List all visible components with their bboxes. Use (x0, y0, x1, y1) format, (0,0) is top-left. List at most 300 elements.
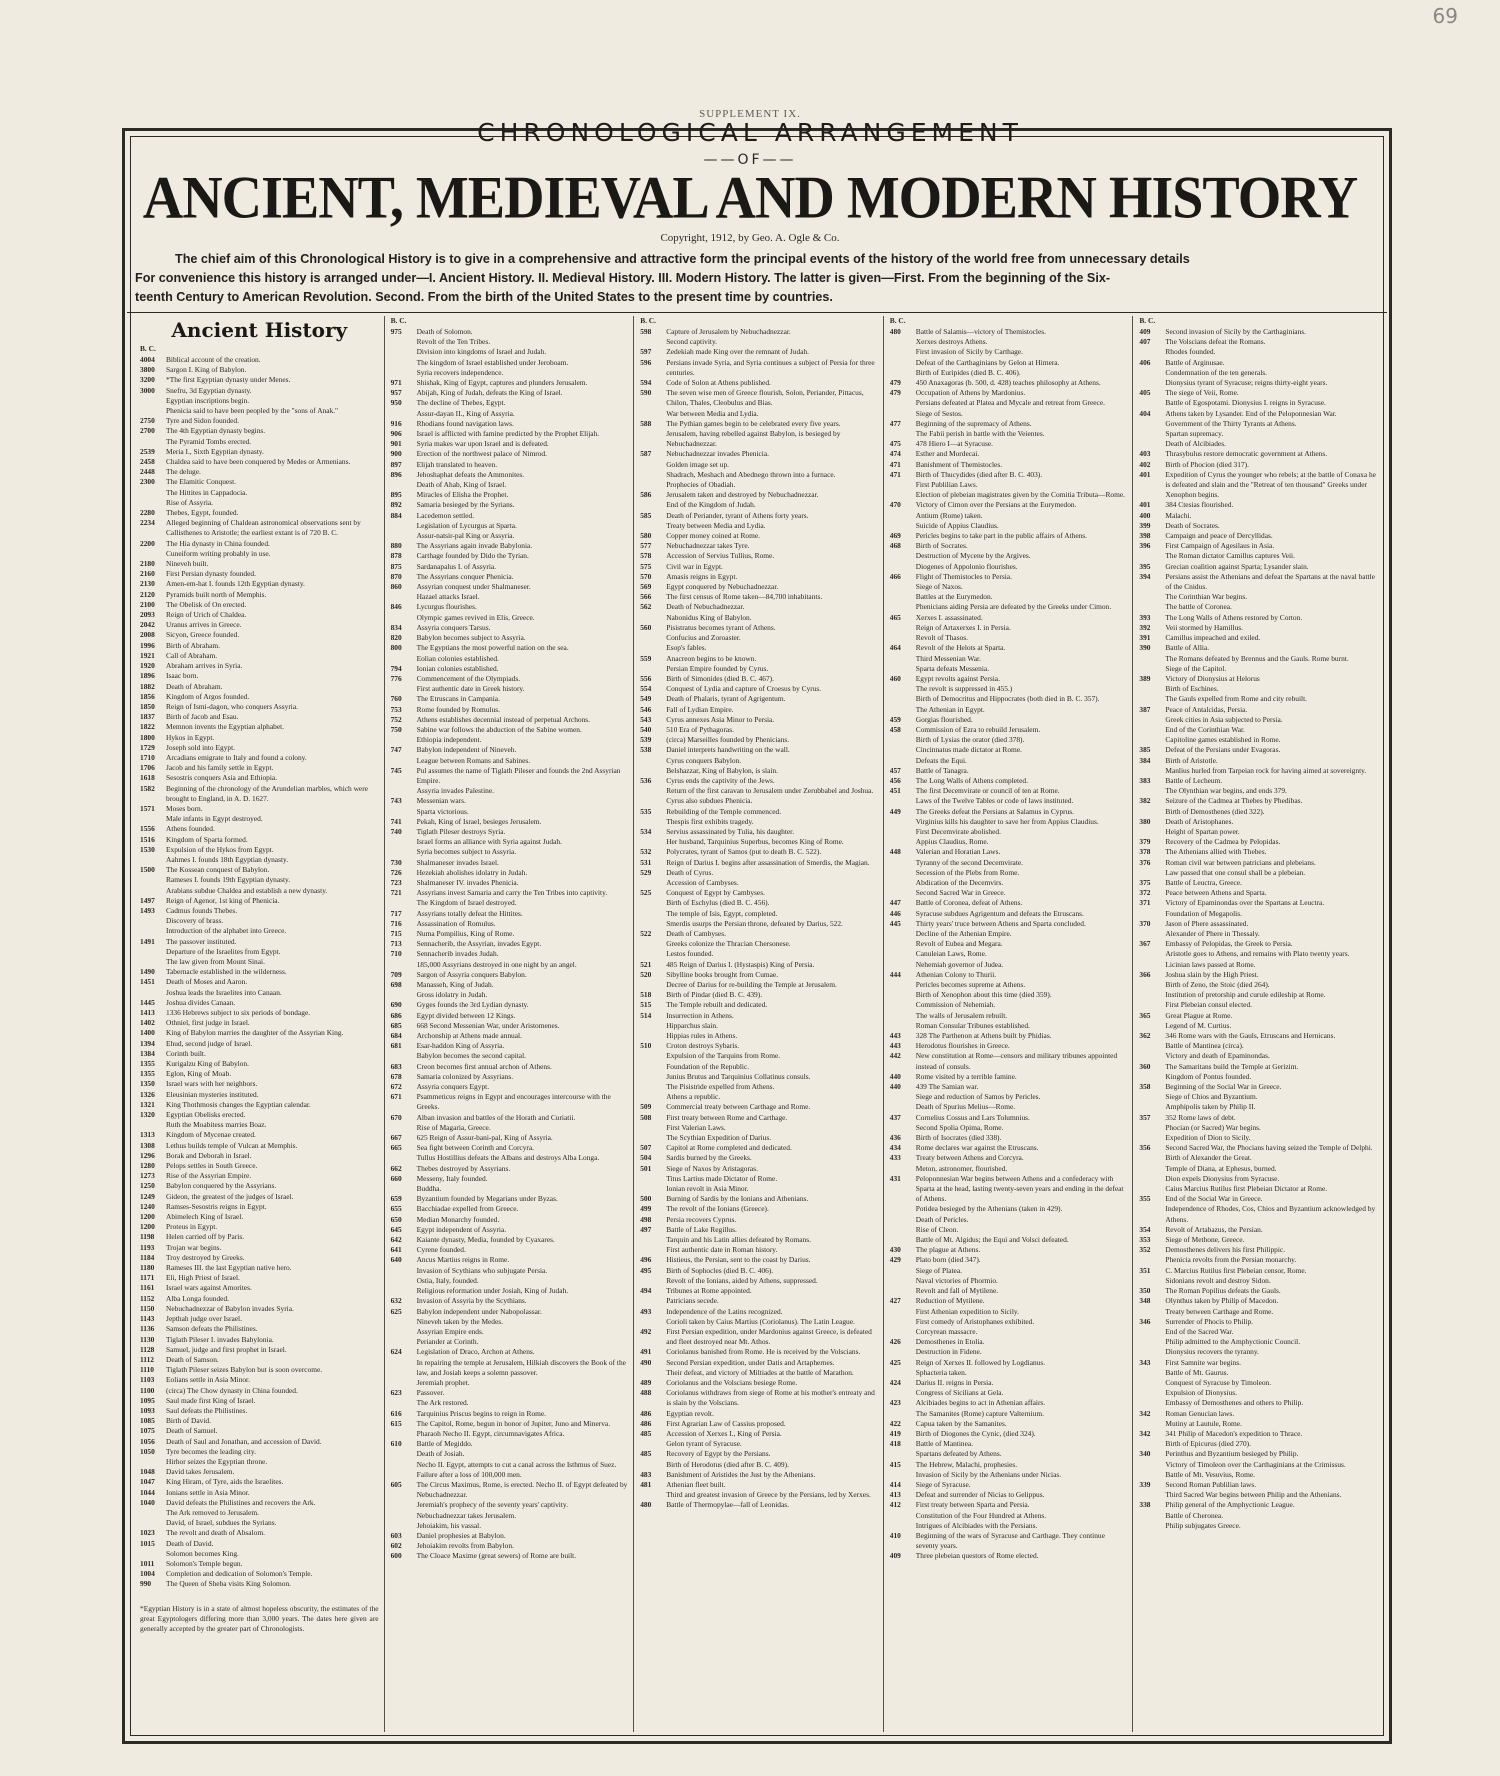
entry-year: 587 (640, 449, 652, 459)
entry-text: Cornelius Cossus and Lars Tolumnius. (915, 1112, 1030, 1122)
entry-year (890, 1276, 916, 1286)
entry-text: Defeats the Equi. (915, 755, 967, 765)
entry-text: Capitol at Rome completed and dedicated. (666, 1143, 792, 1153)
entry-year: 474 (889, 449, 901, 459)
chronology-entry (140, 773, 379, 783)
chronology-entry (391, 1184, 629, 1194)
entry-year (890, 1225, 916, 1235)
entry-year (140, 406, 166, 416)
chronology-entry (1139, 1153, 1377, 1163)
chronology-entry (391, 735, 629, 745)
chronology-entry (640, 347, 878, 357)
entry-text: Corioli taken by Caius Martius (Coriolanus). The Latin League. (666, 1316, 855, 1326)
entry-year: 394 (1139, 571, 1151, 581)
entry-year (1139, 1307, 1165, 1317)
entry-year: 1706 (140, 763, 155, 773)
chronology-entry (640, 1480, 878, 1490)
chronology-entry (391, 378, 629, 388)
entry-text: Siege of Sestos. (915, 408, 963, 418)
entry-text: Tyre and Sidon founded. (166, 416, 239, 426)
entry-year: 456 (889, 775, 901, 785)
entry-year (640, 1460, 666, 1470)
entry-year (640, 1092, 666, 1102)
entry-year (1139, 1398, 1165, 1408)
chronology-entry (890, 1429, 1128, 1439)
entry-year: 400 (1139, 510, 1151, 520)
chronology-entry (890, 398, 1128, 408)
entry-text: Death of Alcibiades. (1165, 439, 1226, 449)
chronology-entry (640, 1449, 878, 1459)
entry-text: Jerusalem, having rebelled against Babylon, is besieged by Nebuchadnezzar. (666, 429, 841, 449)
entry-year: 585 (640, 510, 652, 520)
entry-year: 430 (889, 1245, 901, 1255)
entry-year (1139, 909, 1165, 919)
entry-year: 536 (640, 775, 652, 785)
entry-year (391, 521, 417, 531)
chronology-entry (890, 531, 1128, 541)
entry-year (391, 1378, 417, 1388)
entry-text: Legend of M. Curtius. (1165, 1020, 1232, 1030)
entry-year: 401 (1139, 500, 1151, 510)
entry-text: First Samnite war begins. (1165, 1357, 1241, 1367)
entry-text: Reign of Urich of Chaldea. (166, 610, 247, 620)
entry-year: 365 (1139, 1010, 1151, 1020)
chronology-entry (890, 337, 1128, 347)
entry-text: The Athenian in Egypt. (915, 704, 985, 714)
entry-year (890, 1215, 916, 1225)
column-entries (890, 327, 1128, 1562)
chronology-entry (140, 1294, 379, 1304)
chronology-entry (140, 1488, 379, 1498)
entry-year (890, 1102, 916, 1112)
chronology-entry (391, 1500, 629, 1510)
chronology-entry (140, 661, 379, 671)
chronology-entry (1139, 1296, 1377, 1306)
entry-year: 500 (640, 1194, 652, 1204)
entry-text: Philip general of the Amphyctionic League. (1165, 1500, 1295, 1510)
entry-text: Joshua divides Canaan. (166, 997, 236, 1007)
entry-year (640, 664, 666, 674)
entry-text: Accession of Xerxes I., King of Persia. (666, 1428, 782, 1438)
chronology-entry (1139, 1307, 1377, 1317)
chronology-entry (391, 1551, 629, 1561)
chronology-entry (140, 1304, 379, 1314)
entry-year (890, 337, 916, 347)
entry-year: 2093 (140, 610, 155, 620)
entry-text: Institution of pretorship and curule edileship at Rome. (1165, 990, 1326, 1000)
chronology-entry (140, 579, 379, 589)
entry-year: 443 (889, 1041, 901, 1051)
entry-year (890, 960, 916, 970)
entry-text: Ethiopia independent. (416, 735, 482, 745)
entry-text: Laws of the Twelve Tables or code of laws instituted. (915, 796, 1074, 806)
entry-text: Polycrates, tyrant of Samos (put to death B. C. 522). (666, 847, 822, 857)
chronology-entry (640, 521, 878, 531)
entry-year (640, 500, 666, 510)
chronology-entry (1139, 449, 1377, 459)
chronology-entry (1139, 551, 1377, 561)
chronology-entry (1139, 1082, 1377, 1092)
entry-year: 3200 (140, 375, 155, 385)
entry-text: Ruth the Moabitess marries Boaz. (166, 1120, 267, 1130)
entry-text: Accession of Cambyses. (666, 877, 739, 887)
chronology-entry (391, 388, 629, 398)
entry-text: The Queen of Sheba visits King Solomon. (166, 1579, 292, 1589)
entry-year (890, 1235, 916, 1245)
entry-year: 683 (390, 1061, 402, 1071)
entry-text: Battle of Lecheum. (1165, 775, 1223, 785)
entry-year: 713 (390, 939, 402, 949)
entry-year (890, 1021, 916, 1031)
entry-text: Herodotus flourishes in Greece. (915, 1041, 1010, 1051)
chronology-entry (140, 1416, 379, 1426)
entry-text: The Roman Popilius defeats the Gauls. (1165, 1286, 1281, 1296)
chronology-entry (140, 845, 379, 855)
entry-text: Demosthenes delivers his first Philippic. (1165, 1245, 1286, 1255)
entry-text: Rhodians found navigation laws. (416, 418, 514, 428)
entry-year: 479 (889, 378, 901, 388)
entry-year: 971 (390, 378, 402, 388)
entry-text: The Cloace Maxime (great sewers) of Rome are built. (416, 1551, 577, 1561)
footnote: *Egyptian History is in a state of almost hopeless obscurity, the estimates of the great Egyptologers differing more than 3,000 years. The dates here given are generally accepted by the greater part of Chronologists. (140, 1603, 379, 1633)
chronology-entry (391, 990, 629, 1000)
entry-year (1139, 1337, 1165, 1347)
chronology-entry (1139, 1225, 1377, 1235)
entry-text: Siege of Naxos by Aristagoras. (666, 1163, 758, 1173)
entry-year: 569 (640, 582, 652, 592)
entry-text: Trojan war begins. (166, 1242, 222, 1252)
chronology-entry (890, 776, 1128, 786)
entry-year: 357 (1139, 1112, 1151, 1122)
entry-text: Decree of Darius for re-building the Temple at Jerusalem. (666, 980, 837, 989)
entry-year (1139, 1276, 1165, 1286)
entry-year (640, 1072, 666, 1082)
chronology-entry (391, 1286, 629, 1296)
entry-year (890, 1317, 916, 1327)
entry-text: 352 Rome laws of debt. (1165, 1112, 1236, 1122)
chronology-entry (140, 743, 379, 753)
entry-year (140, 1457, 166, 1467)
chronology-entry (140, 967, 379, 977)
chronology-entry (1139, 735, 1377, 745)
entry-year: 690 (390, 1000, 402, 1010)
entry-text: Death of Ahab, King of Israel. (416, 480, 507, 490)
entry-year: 776 (390, 673, 402, 683)
entry-text: Egyptian revolt. (666, 1408, 714, 1418)
entry-text: Dion expels Dionysius from Syracuse. (1165, 1173, 1280, 1183)
entry-text: The revolt of the Ionians (Greece). (666, 1204, 769, 1214)
entry-text: Birth of Eschines. (1165, 684, 1219, 694)
chronology-entry (140, 1437, 379, 1447)
entry-year (890, 358, 916, 368)
entry-year: 486 (640, 1418, 652, 1428)
chronology-entry (140, 1375, 379, 1385)
entry-text: The siege of Veii, Rome. (1165, 388, 1239, 398)
entry-year (640, 796, 666, 806)
entry-text: The walls of Jerusalem rebuilt. (915, 1010, 1008, 1020)
entry-text: Peace of Antalcidas, Persia. (1165, 704, 1248, 714)
entry-text: Condemnation of the ten generals. (1165, 367, 1267, 377)
entry-year: 469 (889, 531, 901, 541)
entry-text: Sibylline books brought from Cumae. (666, 969, 779, 979)
entry-text: Reign of Artaxerxes I. in Persia. (915, 622, 1011, 632)
entry-text: Peloponnesian War begins between Athens and a confederacy with Sparta at the head, lasting twenty-seven years and ending in the defeat of Athens. (915, 1173, 1124, 1204)
entry-year (1139, 439, 1165, 449)
entry-year (640, 1062, 666, 1072)
entry-year: 423 (889, 1398, 901, 1408)
entry-year (890, 939, 916, 949)
entry-year: 897 (390, 459, 402, 469)
entry-text: The deluge. (166, 467, 201, 477)
entry-text: Birth of Zeno, the Stoic (died 264). (1165, 980, 1270, 989)
entry-year: 2300 (140, 477, 155, 487)
entry-year: 340 (1139, 1449, 1151, 1459)
entry-year (1139, 1184, 1165, 1194)
entry-text: Defeat and surrender of Nicias to Gelippus. (915, 1490, 1045, 1500)
entry-year: 378 (1139, 847, 1151, 857)
entry-text: Samuel, judge and first prophet in Israel. (166, 1344, 287, 1354)
entry-year: 436 (889, 1133, 901, 1143)
entry-text: Esar-haddon King of Assyria. (416, 1041, 505, 1051)
chronology-entry (391, 1133, 629, 1143)
entry-year: 1530 (140, 844, 155, 854)
entry-year: 440 (889, 1071, 901, 1081)
chronology-entry (1139, 766, 1377, 776)
chronology-entry (890, 1143, 1128, 1153)
entry-year (890, 735, 916, 745)
chronology-entry (1139, 674, 1377, 684)
entry-year: 494 (640, 1286, 652, 1296)
entry-year (391, 1511, 417, 1521)
entry-text: First Campaign of Agesilaus in Asia. (1165, 541, 1275, 551)
chronology-entry (140, 539, 379, 549)
entry-text: Joseph sold into Egypt. (166, 742, 235, 752)
chronology-entry (640, 1245, 878, 1255)
entry-text: Independence of the Latins recognized. (666, 1306, 783, 1316)
entry-text: Messeny, Italy founded. (416, 1173, 488, 1183)
chronology-entry (140, 865, 379, 875)
entry-year: 2200 (140, 538, 155, 548)
entry-text: Great Plague at Rome. (1165, 1010, 1233, 1020)
entry-year: 2234 (140, 518, 155, 528)
entry-text: First Agrarian Law of Cassius proposed. (666, 1418, 786, 1428)
entry-text: Battle of Mt. Vesuvius, Rome. (1165, 1469, 1255, 1479)
entry-text: C. Marcius Rutilus first Plebeian censor, Rome. (1165, 1265, 1307, 1275)
entry-text: Greeks colonize the Thracian Chersonese. (666, 939, 791, 949)
entry-text: Rome founded by Romulus. (416, 704, 500, 714)
entry-year (890, 980, 916, 990)
entry-year (391, 347, 417, 357)
entry-text: The Assyrians again invade Babylonia. (416, 541, 533, 551)
entry-year: 389 (1139, 673, 1151, 683)
chronology-entry (1139, 1358, 1377, 1368)
entry-year (640, 766, 666, 776)
entry-text: Hezekiah abolishes idolatry in Judah. (416, 867, 528, 877)
entry-text: 510 Era of Pythagoras. (666, 724, 734, 734)
entry-year: 670 (390, 1112, 402, 1122)
entry-year: 624 (390, 1347, 402, 1357)
entry-year (391, 409, 417, 419)
entry-year: 588 (640, 418, 652, 428)
chronology-entry (890, 419, 1128, 429)
entry-year: 415 (889, 1459, 901, 1469)
chronology-entry (640, 531, 878, 541)
entry-text: Babylon conquered by the Assyrians. (166, 1181, 277, 1191)
entry-text: David defeats the Philistines and recovers the Ark. (166, 1497, 316, 1507)
entry-text: The Long Walls of Athens completed. (915, 775, 1028, 785)
entry-text: Dionysius recovers the tyranny. (1165, 1347, 1259, 1357)
entry-text: The plague at Athens. (915, 1245, 981, 1255)
chronology-entry (890, 1092, 1128, 1102)
chronology-entry (391, 449, 629, 459)
entry-year: 1040 (140, 1497, 155, 1507)
entry-text: Caius Marcius Rutilus first Plebeian Dictator at Rome. (1165, 1184, 1328, 1194)
chronology-entry (640, 837, 878, 847)
chronology-entry (640, 949, 878, 959)
entry-text: The Greeks defeat the Persians at Salamus in Cyprus. (915, 806, 1075, 816)
entry-text: The law given from Mount Sinai. (166, 956, 265, 966)
entry-year (391, 837, 417, 847)
chronology-entry (890, 847, 1128, 857)
chronology-entry (890, 1307, 1128, 1317)
entry-year: 480 (889, 327, 901, 336)
entry-text: Samaria besieged by the Syrians. (416, 500, 515, 510)
chronology-entry (890, 1317, 1128, 1327)
chronology-entry (140, 1222, 379, 1232)
chronology-entry (140, 518, 379, 538)
entry-text: Civil war in Egypt. (666, 561, 723, 571)
ancient-history-heading: Ancient History (171, 318, 348, 342)
chronology-entry (890, 827, 1128, 837)
entry-year: 504 (640, 1153, 652, 1163)
entry-text: Thespis first exhibits tragedy. (666, 816, 754, 826)
entry-text: Birth of Epicurus (died 270). (1165, 1439, 1251, 1449)
entry-year (1139, 368, 1165, 378)
entry-text: Carthage founded by Dido the Tyrian. (416, 551, 529, 561)
entry-year (890, 1449, 916, 1459)
entry-text: Shishak, King of Egypt, captures and plunders Jerusalem. (416, 378, 588, 388)
entry-text: Buddha. (416, 1184, 442, 1194)
chronology-entry (140, 1018, 379, 1028)
chronology-entry (391, 592, 629, 602)
entry-year: 1095 (140, 1395, 155, 1405)
entry-text: League between Romans and Sabines. (416, 755, 531, 765)
entry-year: 1200 (140, 1222, 155, 1232)
entry-text: Syria makes war upon Israel and is defeated. (416, 439, 549, 449)
chronology-entry (391, 337, 629, 347)
entry-year: 444 (889, 969, 901, 979)
entry-year: 396 (1139, 541, 1151, 551)
entry-text: Hippias rules in Athens. (666, 1031, 738, 1041)
entry-year: 1180 (140, 1263, 155, 1273)
entry-year (1139, 960, 1165, 970)
chronology-entry (391, 551, 629, 561)
chronology-entry (140, 365, 379, 375)
entry-text: Grecian coalition against Sparta; Lysander slain. (1165, 561, 1309, 571)
chronology-entry (391, 409, 629, 419)
entry-text: Expedition of Dion to Sicily. (1165, 1133, 1251, 1143)
entry-text: Abijah, King of Judah, defeats the King of Israel. (416, 388, 563, 398)
entry-year: 515 (640, 1000, 652, 1010)
entry-text: Coriolanus banished from Rome. He is received by the Volscians. (666, 1347, 861, 1357)
column-entries (391, 327, 629, 1562)
entry-year: 352 (1139, 1245, 1151, 1255)
chronology-entry (391, 1255, 629, 1265)
entry-text: Thebes, Egypt, founded. (166, 508, 239, 518)
entry-text: Tiglath Pileser seizes Babylon but is soon overcome. (166, 1365, 323, 1375)
entry-text: Psammeticus reigns in Egypt and encourages intercourse with the Greeks. (416, 1092, 611, 1112)
entry-text: Cincinnatus made dictator at Rome. (915, 745, 1022, 755)
entry-year: 640 (390, 1255, 402, 1265)
entry-text: Lethus builds temple of Vulcan at Memphis. (166, 1140, 298, 1150)
entry-year (1139, 1051, 1165, 1061)
chronology-entry (391, 480, 629, 490)
entry-text: Rise of Assyria. (166, 497, 214, 507)
chronology-entry (140, 1253, 379, 1263)
chronology-entry (140, 1396, 379, 1406)
entry-text: Introduction of the alphabet into Greece. (166, 926, 287, 936)
entry-text: Phenicia said to have been peopled by the "sons of Anak." (166, 406, 339, 416)
chronology-entry (1139, 858, 1377, 868)
chronology-entry (140, 1141, 379, 1151)
chronology-entry (640, 1296, 878, 1306)
chronology-entry (391, 439, 629, 449)
entry-text: Recovery of Egypt by the Persians. (666, 1449, 771, 1459)
chronology-entry (640, 500, 878, 510)
chronology-entry (391, 470, 629, 480)
entry-year: 1920 (140, 661, 155, 671)
entry-text: Beginning of the supremacy of Athens. (915, 418, 1032, 428)
chronology-entry (640, 470, 878, 480)
chronology-entry (391, 939, 629, 949)
chronology-entry (890, 1072, 1128, 1082)
entry-year (640, 1133, 666, 1143)
entry-text: Seizure of the Cadmea at Thebes by Phedibas. (1165, 796, 1303, 806)
entry-year (640, 980, 666, 990)
entry-year: 741 (390, 816, 402, 826)
entry-text: Mutiny at Lautule, Rome. (1165, 1418, 1242, 1428)
entry-text: Decline of the Athenian Empire. (915, 928, 1012, 938)
entry-text: Beginning of the chronology of the Arundelian marbles, which were brought to England, in A. D. 1627. (166, 783, 368, 803)
entry-text: Birth of Demosthenes (died 322). (1165, 806, 1265, 816)
chronology-entry (890, 1123, 1128, 1133)
entry-year (890, 1123, 916, 1133)
entry-text: Biblical account of the creation. (166, 355, 261, 364)
entry-year: 916 (390, 418, 402, 428)
entry-year: 457 (889, 765, 901, 775)
column-3 (633, 316, 883, 1732)
chronology-entry (140, 1549, 379, 1559)
entry-text: Xerxes I. assassinated. (915, 612, 983, 622)
entry-year: 520 (640, 969, 652, 979)
entry-text: Tiglath Pileser I. invades Babylonia. (166, 1334, 274, 1344)
chronology-entry (391, 633, 629, 643)
chronology-entry (890, 1490, 1128, 1500)
chronology-entry (1139, 898, 1377, 908)
entry-text: 625 Reign of Assur-bani-pal, King of Assyria. (416, 1133, 553, 1143)
chronology-entry (1139, 531, 1377, 541)
entry-text: Sardanapalus I. of Assyria. (416, 561, 497, 571)
chronology-entry (640, 725, 878, 735)
entry-text: Titus Lartius made Dictator of Rome. (666, 1173, 778, 1183)
entry-text: Return of the first caravan to Jerusalem under Zerubbabel and Joshua. (666, 786, 874, 796)
entry-year (890, 1521, 916, 1531)
chronology-entry (140, 1283, 379, 1293)
entry-text: First treaty between Sparta and Persia. (915, 1500, 1030, 1510)
entry-year: 470 (889, 500, 901, 510)
entry-year: 395 (1139, 561, 1151, 571)
entry-text: Isaac born. (166, 671, 199, 681)
